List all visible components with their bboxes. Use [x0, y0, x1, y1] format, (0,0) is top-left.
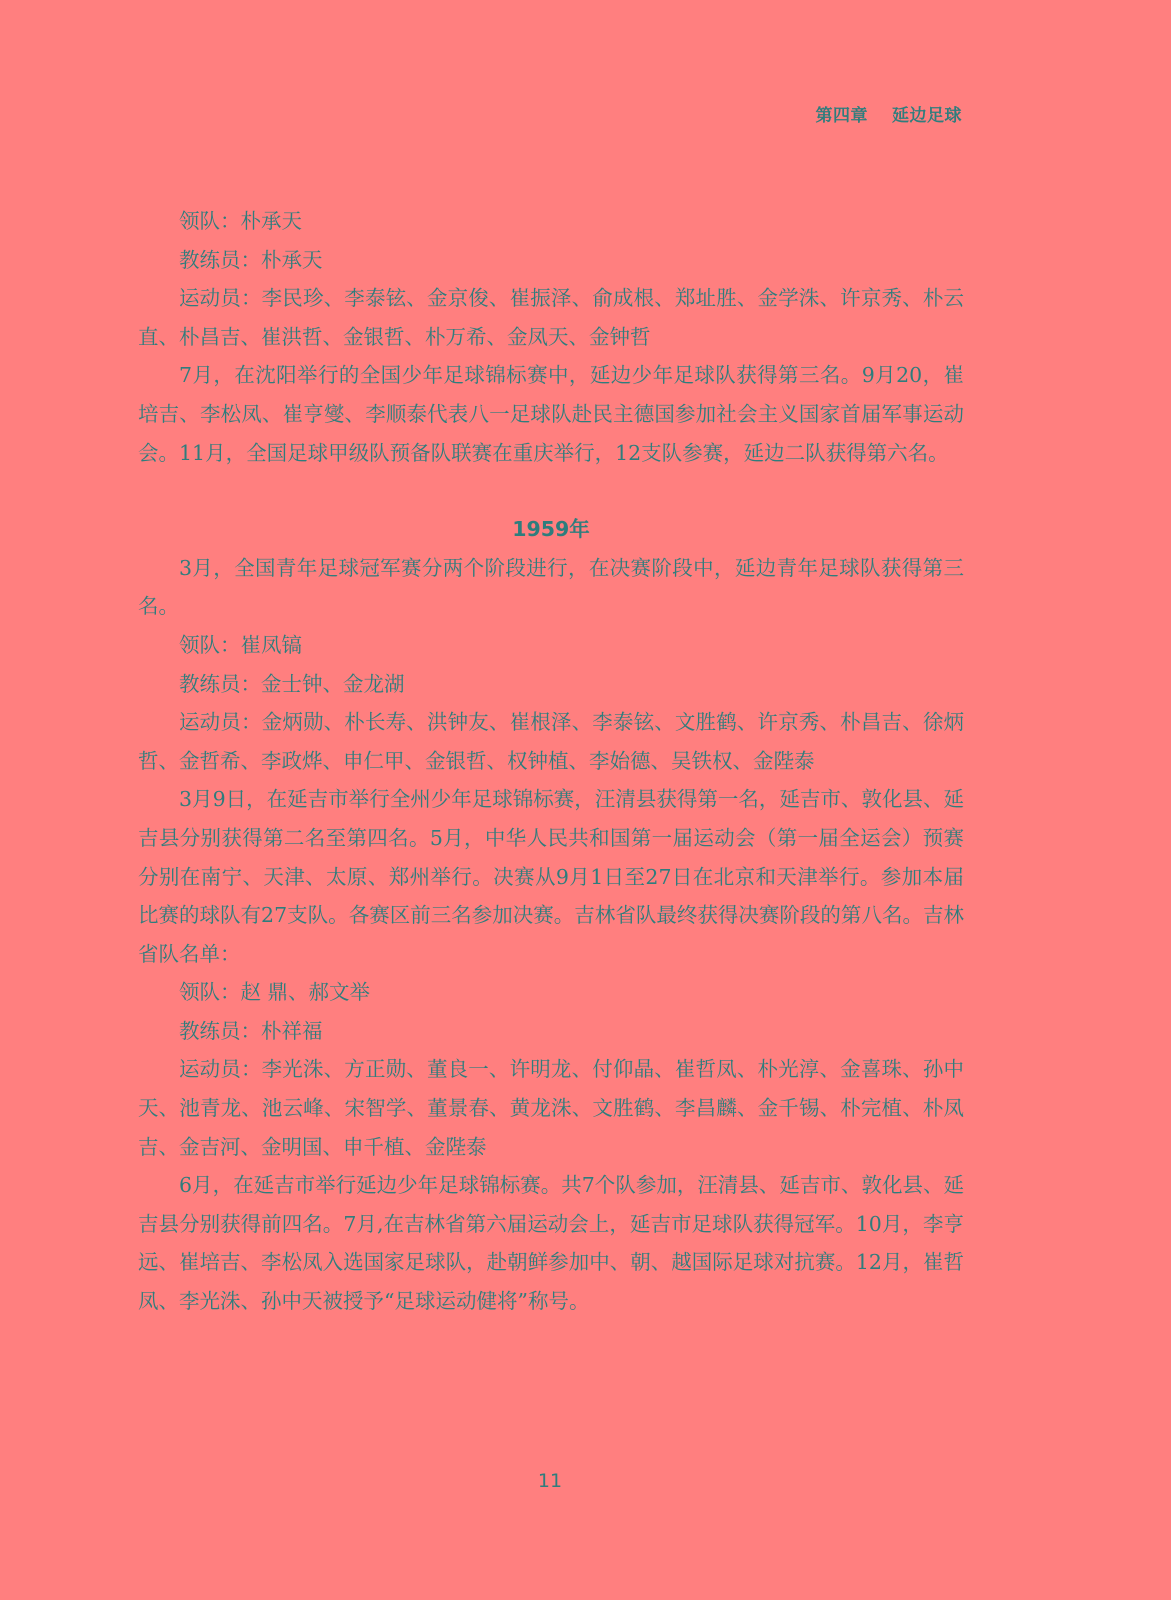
- team-leader-line: 领队：赵 鼎、郝文举: [179, 980, 371, 1005]
- players-line: 运动员：李光洙、方正勋、董良一、许明龙、付仰晶、崔哲凤、朴光淳、金喜珠、孙中天、池青龙、池云峰、宋智学、董景春、黄龙洙、文胜鹤、李昌麟、金千锡、朴完植、朴凤吉、金吉河、金明国、申千植、金陛泰: [138, 1057, 964, 1159]
- team-leader-line: 领队：朴承天: [179, 209, 302, 233]
- players-line: 运动员：金炳勋、朴长寿、洪钟友、崔根泽、李泰铉、文胜鹤、许京秀、朴昌吉、徐炳哲、金哲希、李政烨、申仁甲、金银哲、权钟植、李始德、吴铁权、金陛泰: [138, 710, 964, 773]
- page-number: 11: [537, 1470, 563, 1492]
- year-heading: 1959年: [512, 517, 590, 542]
- chapter-label: 第四章: [815, 106, 868, 126]
- running-header: [816, 101, 963, 126]
- events-paragraph: 3月9日，在延吉市举行全州少年足球锦标赛，汪清县获得第一名，延吉市、敦化县、延吉县分别获得第二名至第四名。5月，中华人民共和国第一届运动会（第一届全运会）预赛分别在南宁、天津、太原、郑州举行。决赛从9月1日至27日在北京和天津举行。参加本届比赛的球队有27支队。各赛区前三名参加决赛。吉林省队最终获得决赛阶段的第八名。吉林省队名单：: [138, 787, 964, 966]
- coach-line: 教练员：金士钟、金龙湖: [179, 671, 405, 696]
- events-paragraph: 3月，全国青年足球冠军赛分两个阶段进行，在决赛阶段中，延边青年足球队获得第三名。: [138, 555, 964, 619]
- body-text: [138, 202, 964, 1321]
- coach-line: 教练员：朴祥福: [179, 1018, 323, 1043]
- events-paragraph: 7月，在沈阳举行的全国少年足球锦标赛中，延边少年足球队获得第三名。9月20，崔培吉、李松凤、崔亨燮、李顺泰代表八一足球队赴民主德国参加社会主义国家首届军事运动会。11月，全国足球甲级队预备队联赛在重庆举行，12支队参赛，延边二队获得第六名。: [138, 363, 964, 465]
- coach-line: 教练员：朴承天: [179, 247, 323, 272]
- players-line: 运动员：李民珍、李泰铉、金京俊、崔振泽、俞成根、郑址胜、金学洙、许京秀、朴云直、朴昌吉、崔洪哲、金银哲、朴万希、金凤天、金钟哲: [138, 286, 964, 349]
- events-paragraph: 6月，在延吉市举行延边少年足球锦标赛。共7个队参加，汪清县、延吉市、敦化县、延吉县分别获得前四名。7月,在吉林省第六届运动会上，延吉市足球队获得冠军。10月，李亨远、崔培吉、李松凤入选国家足球队，赴朝鲜参加中、朝、越国际足球对抗赛。12月，崔哲凤、李光洙、孙中天被授予“足球运动健将”称号。: [138, 1173, 964, 1314]
- team-leader-line: 领队：崔凤镐: [179, 632, 302, 657]
- section-label: 延边足球: [892, 106, 962, 126]
